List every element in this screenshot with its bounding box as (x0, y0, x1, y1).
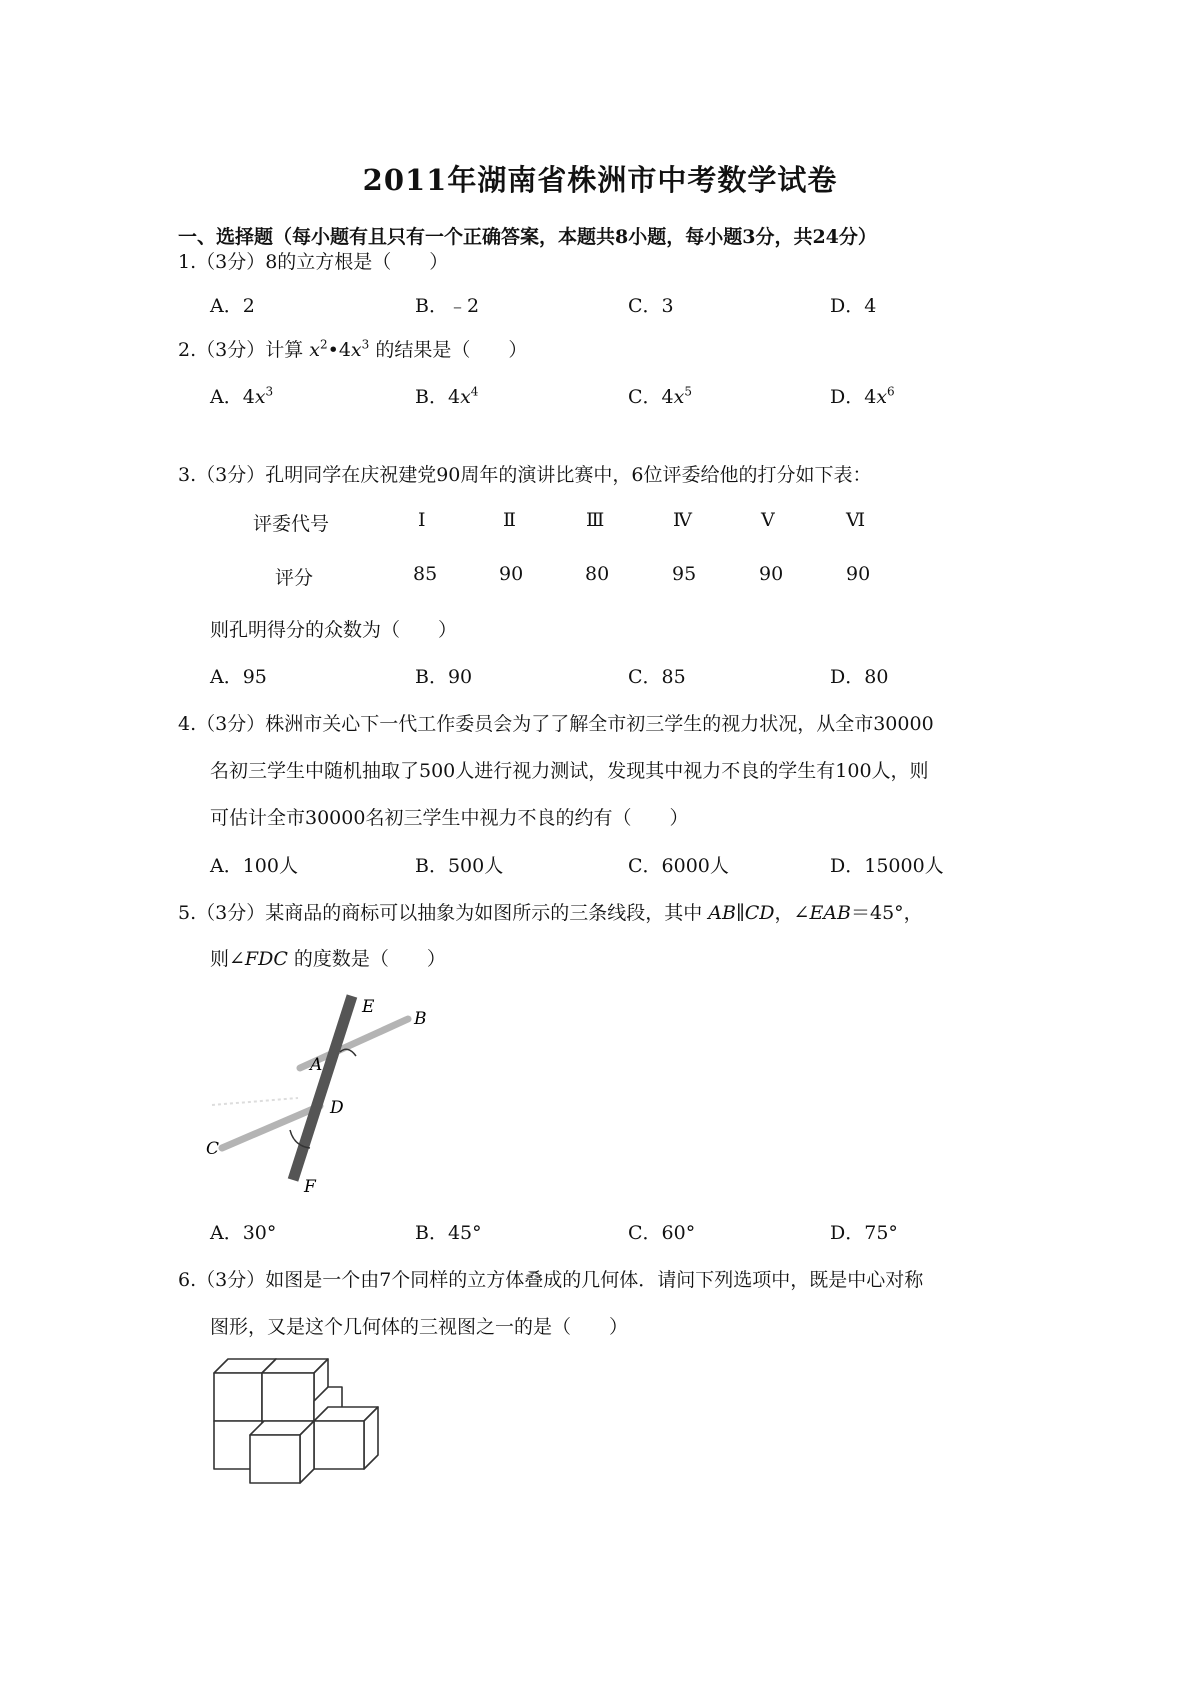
parallel-lines-figure (200, 990, 440, 1195)
table-cell: 85 (413, 563, 438, 585)
question-3-option-d: D．80 (830, 666, 889, 688)
question-1-option-d: D．4 (830, 295, 877, 317)
question-4-line-2: 名初三学生中随机抽取了500人进行视力测试，发现其中视力不良的学生有100人，则 (210, 760, 929, 782)
table-cell: 95 (672, 563, 697, 585)
question-3-option-c: C．85 (628, 666, 686, 688)
label-c: C (206, 1139, 220, 1159)
question-1-option-a: A．2 (210, 295, 255, 317)
table-cell: 90 (759, 563, 784, 585)
question-4-option-a: A．100人 (210, 855, 298, 877)
question-5-line-2: 则∠FDC 的度数是（ ） (210, 948, 446, 970)
question-5-line-1: 5.（3分）某商品的商标可以抽象为如图所示的三条线段，其中 AB∥CD，∠EAB＝45°， (178, 902, 923, 924)
cube-front-face (314, 1421, 364, 1469)
table-row-header: 评分 (275, 567, 314, 589)
question-5-option-d: D．75° (830, 1222, 898, 1244)
question-3-followup: 则孔明得分的众数为（ ） (210, 619, 458, 641)
angle-arc-eab (340, 1049, 356, 1056)
question-3-option-b: B．90 (415, 666, 473, 688)
question-2-option-c: C．$4x^5$ (628, 384, 692, 408)
question-5-option-a: A．30° (210, 1222, 277, 1244)
table-cell: Ⅲ (586, 509, 605, 531)
question-2-option-b: B．$4x^4$ (415, 384, 479, 408)
question-2-option-a: A．$4x^3$ (210, 384, 274, 408)
question-1-option-b: B．﹣2 (415, 295, 480, 317)
section-heading: 一、选择题（每小题有且只有一个正确答案，本题共8小题，每小题3分，共24分） (178, 226, 877, 248)
table-cell: 80 (585, 563, 610, 585)
label-e: E (362, 997, 375, 1017)
table-cell: Ⅴ (761, 509, 775, 531)
table-cell: 90 (499, 563, 524, 585)
cube-front-face (250, 1435, 300, 1483)
question-4-option-d: D．15000人 (830, 855, 944, 877)
segment-ef (293, 996, 352, 1180)
table-cell: Ⅰ (418, 509, 426, 531)
label-d: D (330, 1098, 344, 1118)
label-a: A (310, 1055, 323, 1075)
question-5-option-b: B．45° (415, 1222, 482, 1244)
table-cell: Ⅱ (503, 509, 516, 531)
table-row-header: 评委代号 (253, 513, 330, 535)
page-title: 2011年湖南省株洲市中考数学试卷 (362, 163, 838, 197)
question-2-option-d: D．$4x^6$ (830, 384, 895, 408)
question-4-line-3: 可估计全市30000名初三学生中视力不良的约有（ ） (210, 807, 689, 829)
question-6-line-1: 6.（3分）如图是一个由7个同样的立方体叠成的几何体．请问下列选项中，既是中心对称 (178, 1269, 924, 1291)
label-f: F (304, 1177, 316, 1197)
question-2-stem: 2.（3分）计算 $x^2•4x^3$ 的结果是（ ） (178, 337, 528, 361)
cube-front-face (214, 1373, 262, 1421)
question-1-stem: 1.（3分）8的立方根是（ ） (178, 251, 449, 273)
question-4-option-c: C．6000人 (628, 855, 729, 877)
cube-front-face (262, 1373, 314, 1421)
question-4-option-b: B．500人 (415, 855, 504, 877)
question-6-line-2: 图形，又是这个几何体的三视图之一的是（ ） (210, 1316, 629, 1338)
question-3-stem: 3.（3分）孔明同学在庆祝建党90周年的演讲比赛中，6位评委给他的打分如下表： (178, 464, 872, 486)
label-b: B (414, 1009, 427, 1029)
table-cell: Ⅳ (673, 509, 692, 531)
question-1-option-c: C．3 (628, 295, 674, 317)
question-5-option-c: C．60° (628, 1222, 696, 1244)
question-3-option-a: A．95 (210, 666, 267, 688)
question-4-line-1: 4.（3分）株洲市关心下一代工作委员会为了了解全市初三学生的视力状况，从全市30000 (178, 713, 934, 735)
cube-stack-figure (208, 1353, 383, 1493)
table-cell: Ⅵ (846, 509, 866, 531)
faint-extension (212, 1098, 298, 1105)
table-cell: 90 (846, 563, 871, 585)
